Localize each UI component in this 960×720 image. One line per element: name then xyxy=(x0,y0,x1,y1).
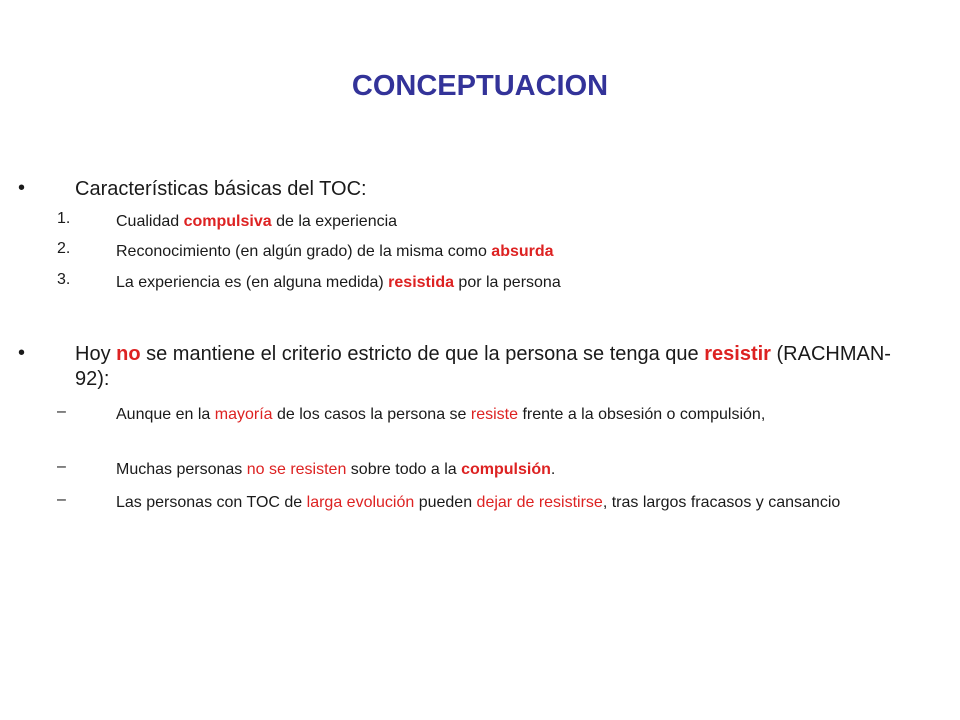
text-segment: por la persona xyxy=(453,274,561,291)
highlight-text: compulsiva xyxy=(183,213,272,230)
highlight-text: no se resisten xyxy=(246,461,347,478)
text-segment: Las personas con TOC de xyxy=(116,494,307,511)
list-item xyxy=(116,458,916,481)
dash-marker: – xyxy=(57,403,66,420)
text-segment: Muchas personas xyxy=(116,461,247,478)
slide-title: CONCEPTUACION xyxy=(351,70,609,102)
list-item xyxy=(116,403,906,426)
list-item xyxy=(116,240,916,263)
highlight-text: absurda xyxy=(491,243,554,260)
text-segment: Cualidad xyxy=(116,213,184,230)
text-segment: de la experiencia xyxy=(271,213,398,230)
text-segment: Reconocimiento (en algún grado) de la misma como xyxy=(116,243,492,260)
highlight-text: resistir xyxy=(704,343,771,365)
text-segment: de los casos la persona se xyxy=(272,406,471,423)
highlight-text: larga evolución xyxy=(306,494,415,511)
section-paragraph xyxy=(75,342,920,392)
text-segment: sobre todo a la xyxy=(346,461,462,478)
highlight-text: no xyxy=(116,343,141,365)
dash-marker: – xyxy=(57,458,66,475)
list-marker: 3. xyxy=(57,271,71,288)
list-item xyxy=(116,271,916,294)
text-segment: La experiencia es (en alguna medida) xyxy=(116,274,389,291)
dash-marker: – xyxy=(57,491,66,508)
text-segment: Hoy xyxy=(75,343,117,365)
text-segment: frente a la obsesión o compulsión, xyxy=(518,406,766,423)
list-item xyxy=(116,491,906,514)
text-segment: (RACHMAN-92): xyxy=(75,343,891,390)
highlight-text: resiste xyxy=(470,406,519,423)
text-segment: se mantiene el criterio estricto de que la persona se tenga que xyxy=(140,343,705,365)
highlight-text: dejar de resistirse xyxy=(476,494,603,511)
bullet-marker: • xyxy=(18,177,26,199)
list-marker: 2. xyxy=(57,240,71,257)
highlight-text: resistida xyxy=(388,274,454,291)
list-marker: 1. xyxy=(57,210,71,227)
text-segment: , tras largos fracasos y cansancio xyxy=(602,494,841,511)
list-item xyxy=(116,210,916,233)
highlight-text: compulsión xyxy=(461,461,551,478)
highlight-text: mayoría xyxy=(214,406,273,423)
text-segment: Aunque en la xyxy=(116,406,215,423)
text-segment: pueden xyxy=(414,494,477,511)
bullet-marker: • xyxy=(18,342,26,364)
section-heading: Características básicas del TOC: xyxy=(75,178,367,200)
text-segment: . xyxy=(550,461,556,478)
